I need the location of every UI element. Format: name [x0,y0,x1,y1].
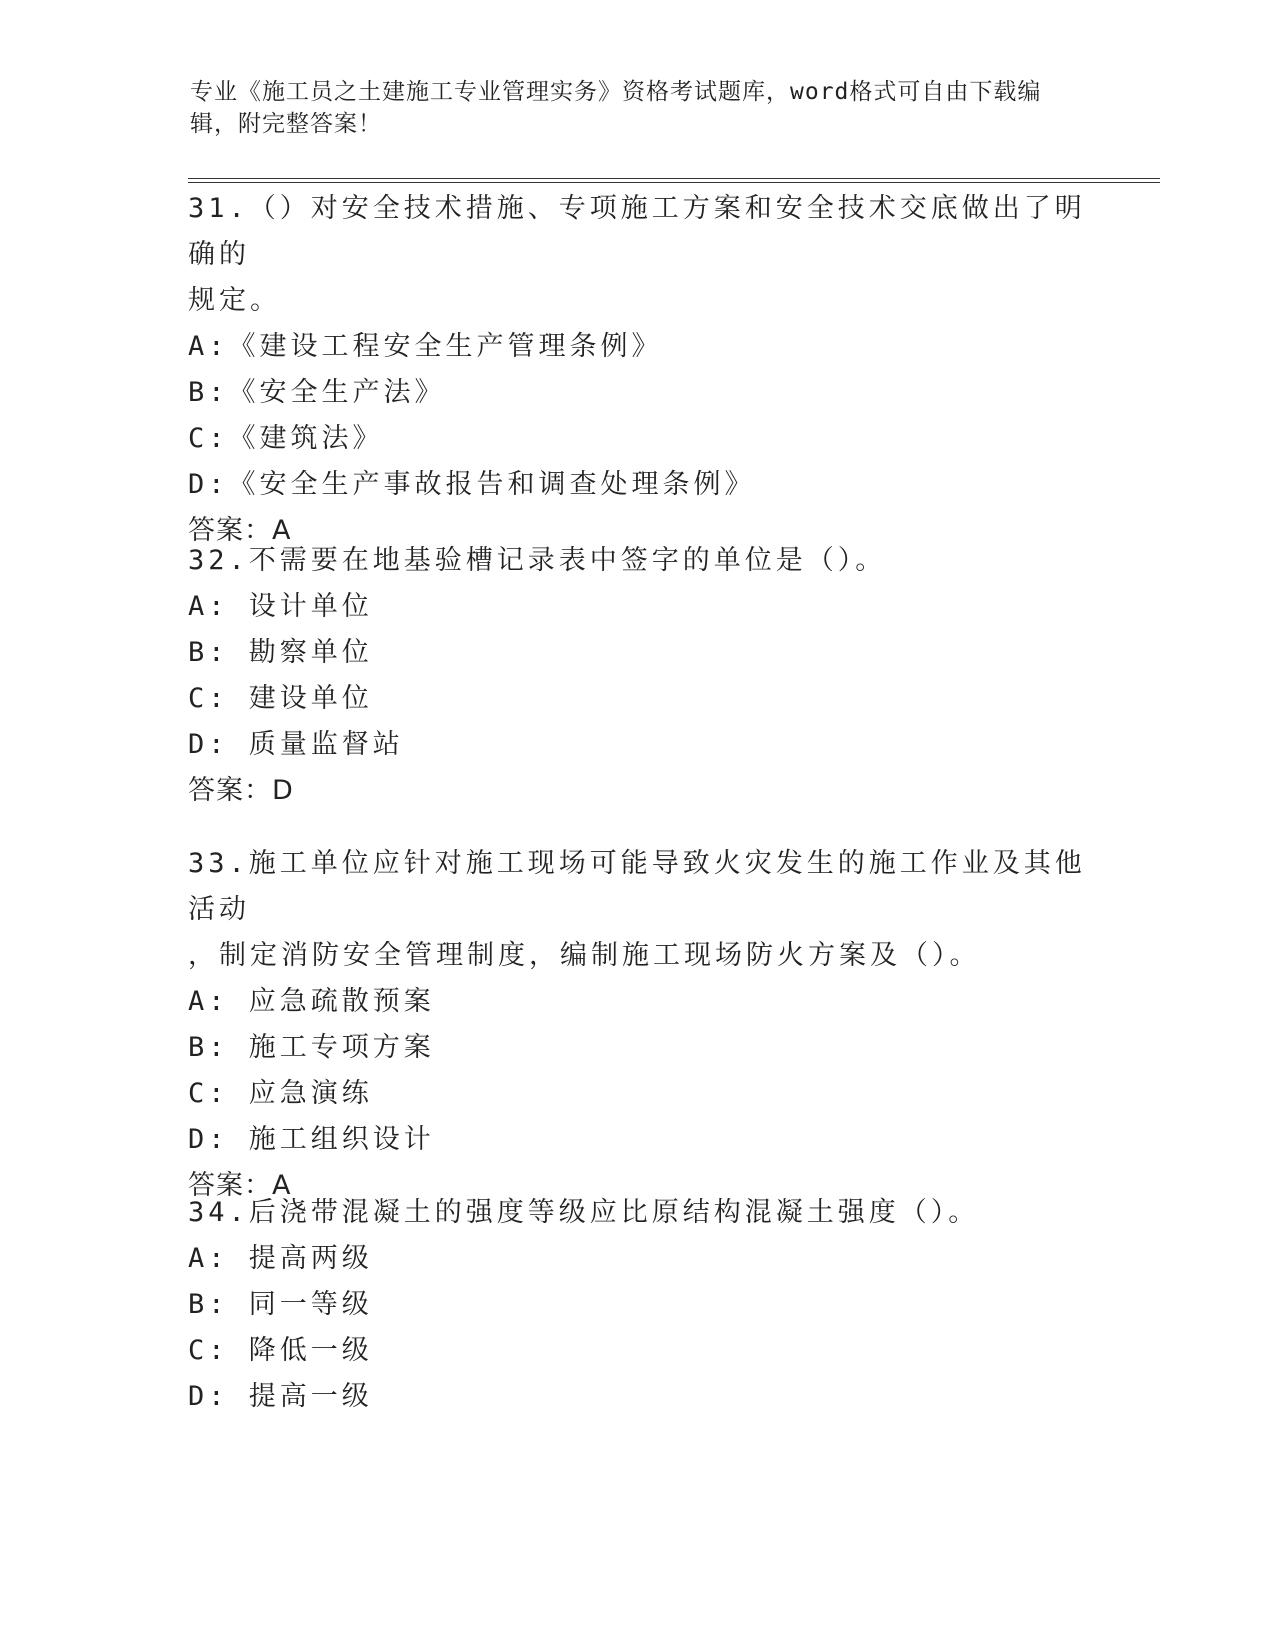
header-line-1: 专业《施工员之土建施工专业管理实务》资格考试题库，word格式可自由下载编 [190,79,1042,105]
document-header [190,76,1080,140]
question-31 [188,186,1088,554]
answer: 答案：A [188,515,292,546]
option-a: A:《建设工程安全生产管理条例》 [188,331,663,362]
option-d: D: 质量监督站 [188,729,404,760]
option-c: C: 建设单位 [188,683,373,714]
answer: 答案：D [188,775,294,806]
option-c: C: 降低一级 [188,1335,373,1366]
question-stem-line: 31.（）对安全技术措施、专项施工方案和安全技术交底做出了明确的 [188,193,1086,270]
answer: 答案：A [188,1170,292,1201]
option-c: C:《建筑法》 [188,423,384,454]
question-33 [188,841,1088,1209]
question-stem-line: 规定。 [188,285,281,316]
question-32 [188,538,1088,814]
question-stem-line: ，制定消防安全管理制度，编制施工现场防火方案及（）。 [188,940,981,971]
option-d: D: 施工组织设计 [188,1124,435,1155]
option-a: A: 设计单位 [188,591,373,622]
question-stem-line: 33.施工单位应针对施工现场可能导致火灾发生的施工作业及其他活动 [188,848,1086,925]
header-divider-bottom [188,182,1160,183]
option-b: B:《安全生产法》 [188,377,446,408]
question-stem-line: 32.不需要在地基验槽记录表中签字的单位是（）。 [188,545,887,576]
option-a: A: 应急疏散预案 [188,986,435,1017]
question-stem-line: 34.后浇带混凝土的强度等级应比原结构混凝土强度（）。 [188,1197,980,1228]
option-b: B: 勘察单位 [188,637,373,668]
option-d: D:《安全生产事故报告和调查处理条例》 [188,469,756,500]
option-b: B: 施工专项方案 [188,1032,435,1063]
header-line-2: 辑，附完整答案！ [190,111,382,137]
option-b: B: 同一等级 [188,1289,373,1320]
option-a: A: 提高两级 [188,1243,373,1274]
header-divider-top [188,178,1160,179]
option-c: C: 应急演练 [188,1078,373,1109]
option-d: D: 提高一级 [188,1381,373,1412]
question-34 [188,1190,1088,1420]
